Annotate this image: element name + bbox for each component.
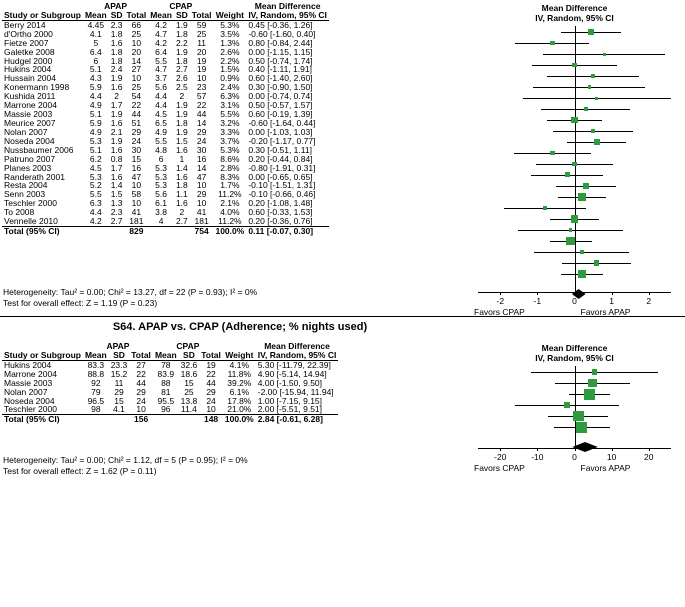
axis-tick-label: -10 [531,452,544,462]
group-header-md-2: Mean Difference [264,341,330,351]
table-row: Hussain 2004 4.3 1.9 10 3.7 2.6 10 0.9% 0.60 [-1.40, 2.60] [4,73,313,84]
table-row: Konermann 1998 5.9 1.6 25 5.6 2.5 23 2.4% 0.30 [-0.90, 1.50] [4,82,313,93]
effect-marker [580,250,584,254]
axis-tick [612,448,613,451]
table-row: Planes 2003 4.5 1.7 16 5.3 1.4 14 2.8% -0.80 [-1.91, 0.31] [4,162,316,173]
effect-marker [572,162,577,167]
axis-tick-label: 0 [572,296,577,306]
table-row: Meurice 2007 5.9 1.6 51 6.5 1.8 14 3.2% -0.60 [-1.64, 0.44] [4,117,316,128]
axis-tick [612,292,613,295]
favors-right-label: Favors APAP [580,463,631,473]
effect-marker [584,389,595,400]
col-study-2: Study or Subgroup [4,349,81,360]
col-mean2-2: Mean [154,349,177,360]
effect-marker [565,172,570,177]
axis-tick-label: 0 [572,452,577,462]
axis-tick [537,448,538,451]
table-row: Noseda 2004 96.5 15 24 95.5 13.8 24 17.8% 1.00 [-7.15, 9.15] [4,395,323,406]
table-row: Vennelle 2010 4.2 2.7 181 4 2.7 181 11.2% 0.20 [-0.36, 0.76] [4,216,313,227]
effect-marker [573,411,584,422]
group-header-cpap: CPAP [169,1,193,11]
effect-marker [564,402,570,408]
favors-left-label: Favors CPAP [474,463,525,473]
effect-marker [569,228,572,231]
graph-header-line1: Mean Difference [541,343,608,353]
table-row: Massie 2003 92 11 44 88 15 44 39.2% 4.00 [-1.50, 9.50] [4,377,323,388]
table-row: Resta 2004 5.2 1.4 10 5.3 1.8 10 1.7% -0.10 [-1.51, 1.31] [4,180,316,191]
table-row: d'Ortho 2000 4.1 1.8 25 4.7 1.8 25 3.5% -0.60 [-1.60, 0.40] [4,28,316,39]
panel-2-graph [466,342,683,472]
section-title: S64. APAP vs. CPAP (Adherence; % nights used) [112,321,368,333]
table-row: Noseda 2004 5.3 1.9 24 5.5 1.5 24 3.7% -0.20 [-1.17, 0.77] [4,135,316,146]
col-sd2-2: SD [183,349,195,360]
effect-marker [591,74,595,78]
col-weight: Weight [215,9,244,20]
total-row: Total (95% CI) 829 754 100.0% 0.11 [-0.07, 0.30] [2,227,329,236]
effect-marker [578,270,587,279]
group-header-apap-2: APAP [106,341,130,351]
axis-tick-label: 20 [643,452,654,462]
col-ci-2: IV, Random, 95% CI [257,349,337,360]
table-row: Fietze 2007 5 1.6 10 4.2 2.2 11 1.3% 0.80 [-0.84, 2.44] [4,37,313,48]
table-row: Teschler 2000 98 4.1 10 96 11.4 10 21.0% 2.00 [-5.51, 9.51] [4,404,323,415]
effect-marker [584,107,588,111]
effect-marker [594,260,599,265]
table-row: Galetke 2008 6.4 1.8 20 6.4 1.9 20 2.6% 0.00 [-1.15, 1.15] [4,46,313,57]
effect-marker [591,129,596,134]
axis-tick [500,448,501,451]
col-mean1-2: Mean [84,349,107,360]
group-header-cpap-2: CPAP [176,341,200,351]
col-mean2: Mean [150,9,172,20]
panel-2-heterogeneity: Heterogeneity: Tau² = 0.00; Chi² = 1.12, df = 5 (P = 0.95); I² = 0% [3,455,248,465]
axis-tick-label: 2 [646,296,652,306]
col-total2: Total [191,9,212,20]
effect-marker [572,63,576,67]
panel-1-heterogeneity: Heterogeneity: Tau² = 0.00; Chi² = 13.27, df = 22 (P = 0.93); I² = 0% [3,287,258,297]
table-row: Senn 2003 5.5 1.5 58 5.6 1.1 29 11.2% -0.10 [-0.66, 0.46] [4,189,316,200]
panel-divider [0,316,685,317]
col-total2-2: Total [201,349,221,360]
favors-right-label: Favors APAP [580,307,631,317]
axis-tick-label: -20 [494,452,507,462]
null-effect-line [575,366,576,449]
favors-left-label: Favors CPAP [474,307,525,317]
effect-marker [578,193,586,201]
effect-marker [583,183,589,189]
col-total1: Total [126,9,147,20]
table-row: Nolan 2007 79 29 29 81 25 29 6.1% -2.00 [-15.94, 11.94] [4,386,334,397]
col-total1-2: Total [131,349,151,360]
effect-marker [550,151,555,156]
effect-marker [588,379,597,388]
effect-marker [571,117,578,124]
axis-tick-label: 1 [609,296,614,306]
col-sd2: SD [175,9,188,20]
effect-marker [571,215,578,222]
table-row: To 2008 4.4 2.3 41 3.8 2 41 4.0% 0.60 [-0.33, 1.53] [4,207,313,218]
table-row: Berry 2014 4.45 2.3 66 4.2 1.9 59 5.3% 0.45 [-0.36, 1.26] [4,19,313,30]
col-weight-2: Weight [225,349,254,360]
panel-1-graph [466,2,683,317]
axis-tick [500,292,501,295]
col-mean1: Mean [84,9,107,20]
table-row: Hukins 2004 83.3 23.3 27 78 32.6 19 4.1% 5.30 [-11.79, 22.39] [4,359,331,370]
graph-header-line2: IV, Random, 95% CI [535,13,614,23]
col-sd1-2: SD [113,349,125,360]
column-header-row-2 [2,351,338,360]
total-row: Total (95% CI) 156 148 100.0% 2.84 [-0.61, 6.28] [2,415,338,424]
table-row: Randerath 2001 5.3 1.6 47 5.3 1.6 47 8.3% 0.00 [-0.65, 0.65] [4,171,313,182]
table-row: Marrone 2004 88.8 15.2 22 83.9 18.6 22 11.8% 4.90 [-5.14, 14.94] [4,368,327,379]
effect-marker [543,206,547,210]
effect-marker [594,139,600,145]
axis-tick [649,448,650,451]
table-row: Kushida 2011 4.4 2 54 4.4 2 57 6.3% 0.00 [-0.74, 0.74] [4,91,313,102]
effect-marker [566,237,575,246]
axis-tick-label: -2 [496,296,505,306]
axis-tick-label: 10 [606,452,617,462]
graph-header-line1: Mean Difference [541,3,608,13]
table-row: Massie 2003 5.1 1.9 44 4.5 1.9 44 5.5% 0.60 [-0.19, 1.39] [4,109,313,120]
effect-marker [603,53,606,56]
effect-marker [588,29,594,35]
panel-2-table [2,342,338,424]
table-row: Hudgel 2000 6 1.8 14 5.5 1.8 19 2.2% 0.50 [-0.74, 1.74] [4,55,313,66]
graph-header-line2: IV, Random, 95% CI [535,353,614,363]
axis-tick [575,292,576,295]
axis-tick [537,292,538,295]
axis-tick [575,448,576,451]
effect-marker [595,97,598,100]
panel-2-overall-effect: Test for overall effect: Z = 1.62 (P = 0.11) [3,466,157,476]
axis-tick [649,292,650,295]
effect-marker [550,41,555,46]
column-header-row [2,11,329,20]
col-ci: IV, Random, 95% CI [248,9,327,20]
panel-1-overall-effect: Test for overall effect: Z = 1.19 (P = 0.23) [3,298,158,308]
panel-1-table [2,2,329,236]
group-header-md: Mean Difference [254,1,321,11]
col-study: Study or Subgroup [4,9,81,20]
table-row: Nolan 2007 4.9 2.1 29 4.9 1.9 29 3.3% 0.00 [-1.03, 1.03] [4,126,313,137]
table-row: Patruno 2007 6.2 0.8 15 6 1 16 8.6% 0.20 [-0.44, 0.84] [4,153,313,164]
effect-marker [576,422,587,433]
effect-marker [588,85,591,88]
group-header-apap: APAP [104,1,128,11]
table-row: Marrone 2004 4.9 1.7 22 4.4 1.9 22 3.1% 0.50 [-0.57, 1.57] [4,100,313,111]
axis-tick-label: -1 [533,296,542,306]
table-row: Teschler 2000 6.3 1.3 10 6.1 1.6 10 2.1% 0.20 [-1.08, 1.48] [4,198,313,209]
col-sd1: SD [110,9,123,20]
table-row: Nussbaumer 2006 5.1 1.6 30 4.8 1.6 30 5.3% 0.30 [-0.51, 1.11] [4,144,312,155]
effect-marker [592,369,597,374]
table-row: Hukins 2004 5.1 2.4 27 4.7 2.7 19 1.5% 0.40 [-1.11, 1.91] [4,64,312,75]
